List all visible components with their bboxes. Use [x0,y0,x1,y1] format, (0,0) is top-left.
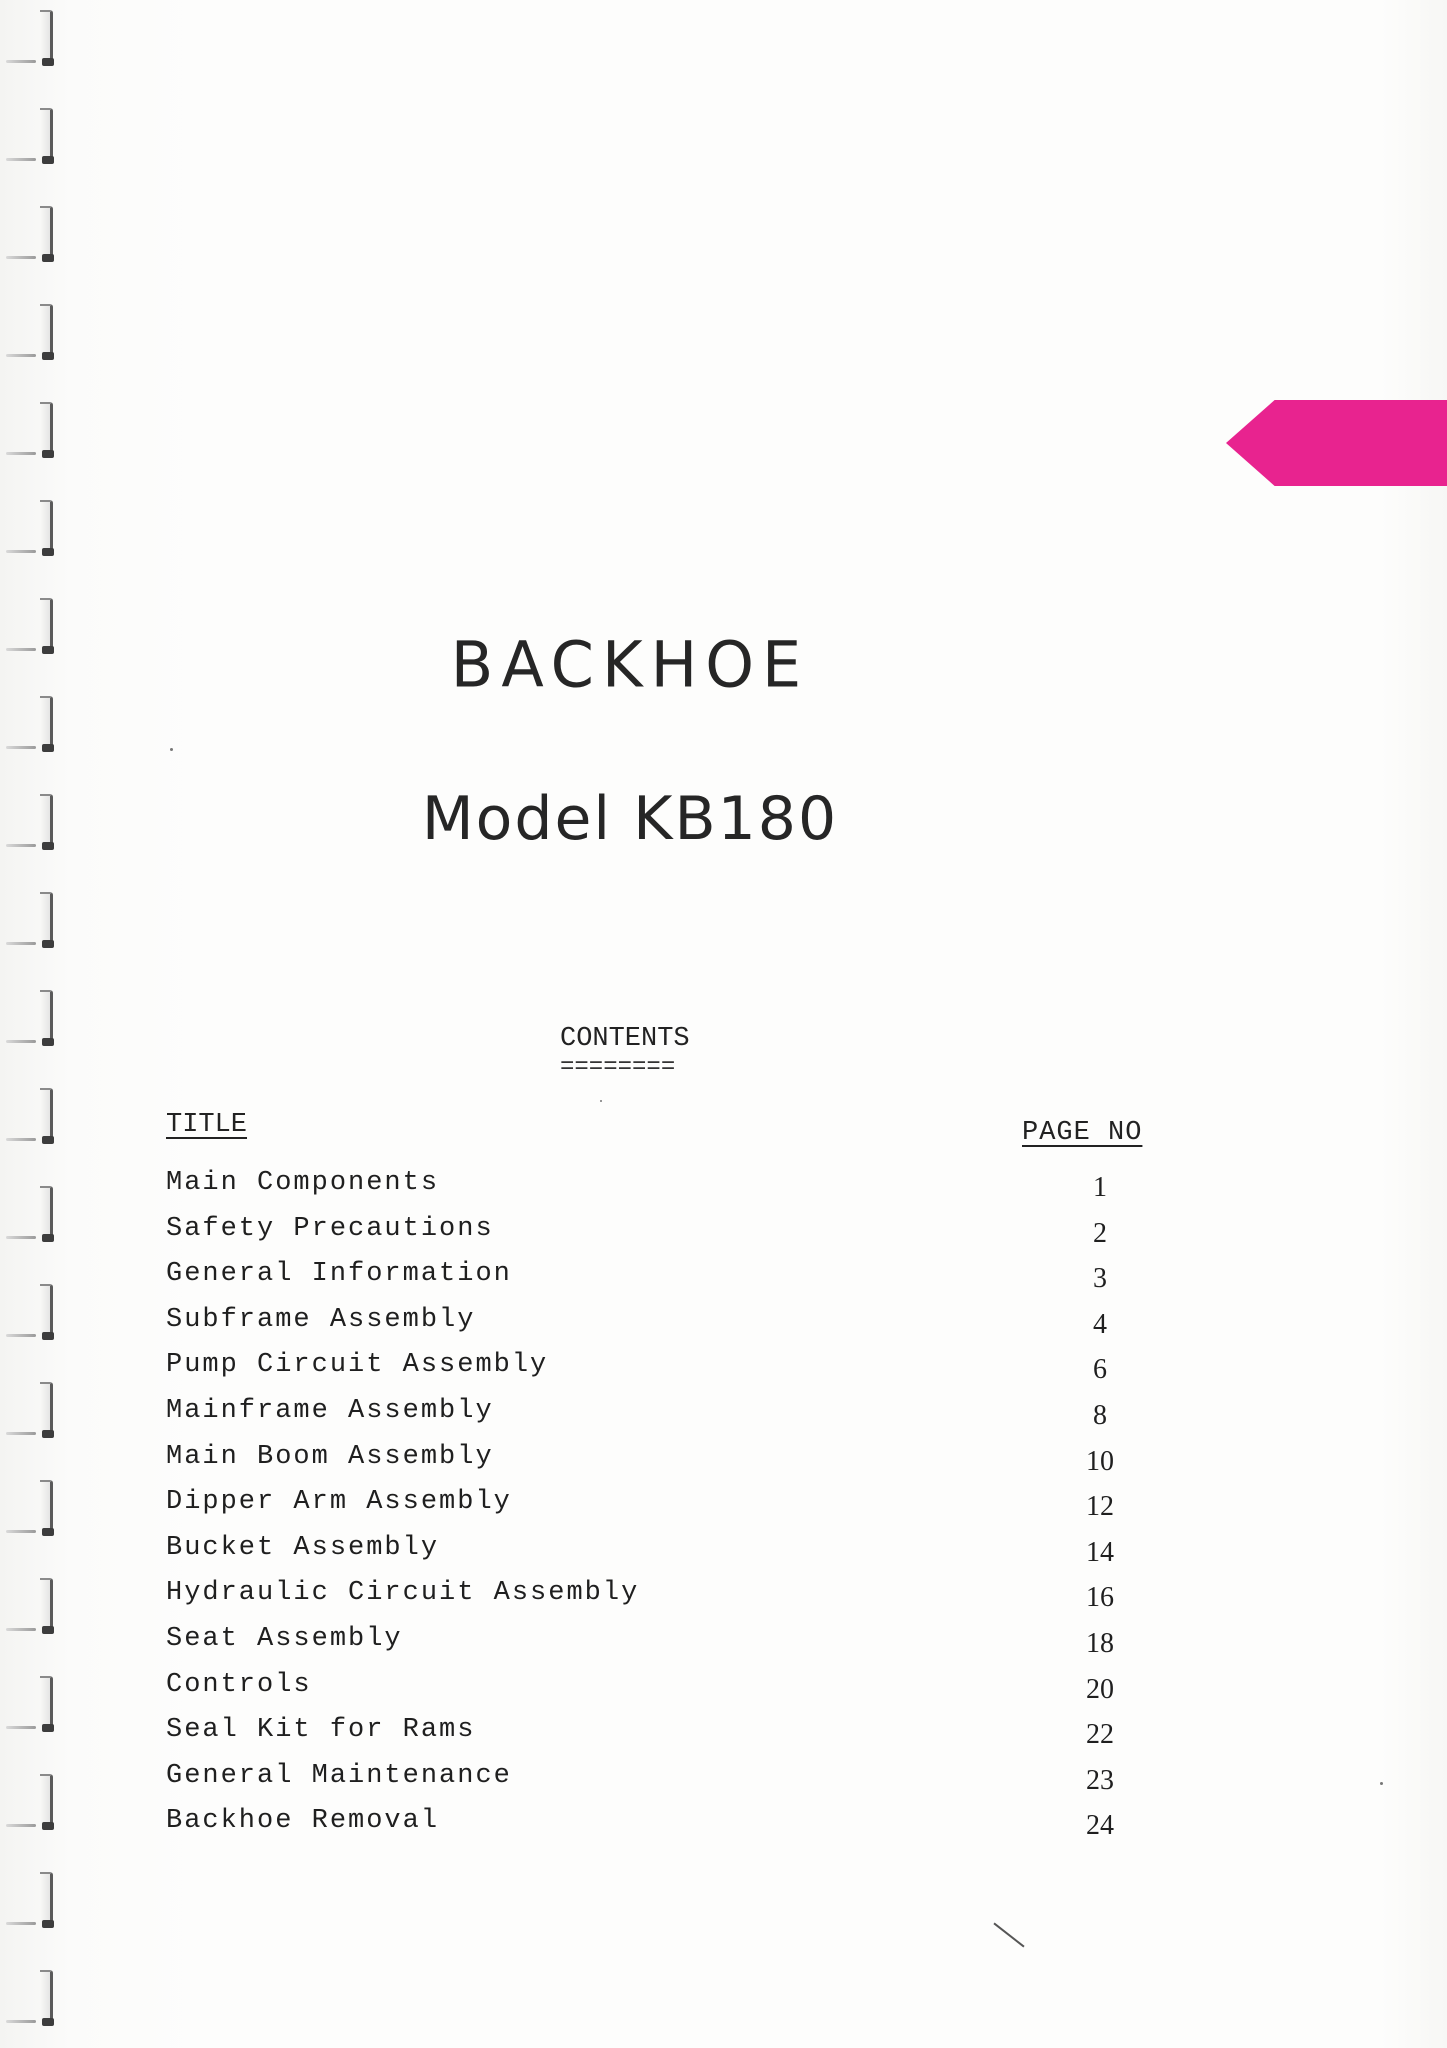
contents-entry-title: Mainframe Assembly [166,1396,494,1426]
contents-entry-title: Main Components [166,1168,440,1198]
contents-entry-page: 10 [1086,1445,1114,1477]
contents-row [0,1670,1447,1710]
contents-entry-title: Seat Assembly [166,1624,403,1654]
contents-entry-page: 18 [1086,1628,1114,1659]
contents-entry-title: Backhoe Removal [166,1806,440,1837]
binding-ring [6,892,52,948]
binding-ring [6,108,52,164]
contents-row [0,1578,1447,1618]
binding-ring [6,500,52,556]
contents-entry-title: Hydraulic Circuit Assembly [166,1578,640,1609]
contents-row [0,1715,1447,1755]
contents-row [0,1350,1447,1390]
contents-entry-page: 1 [1093,1172,1107,1203]
contents-entry-title: General Information [166,1259,512,1290]
binding-ring [6,402,52,458]
contents-entry-page: 20 [1086,1673,1114,1705]
document-title: BACKHOE [450,627,810,702]
contents-row [0,1761,1447,1801]
contents-entry-title: Seal Kit for Rams [166,1715,476,1746]
contents-entry-title: Safety Precautions [166,1213,494,1244]
contents-entry-title: Bucket Assembly [166,1532,440,1563]
contents-entry-title: Main Boom Assembly [166,1441,494,1472]
column-header-page: PAGE NO [1022,1118,1143,1148]
paper-mark [993,1923,1024,1948]
contents-row [0,1624,1447,1664]
contents-entry-page: 12 [1086,1491,1114,1523]
contents-entry-title: General Maintenance [166,1760,512,1791]
contents-entry-page: 8 [1093,1400,1107,1431]
contents-row [0,1396,1447,1436]
contents-row [0,1533,1447,1573]
contents-entry-title: Controls [166,1669,312,1700]
binding-ring [6,10,52,66]
contents-heading: CONTENTS [560,1024,690,1054]
paper-speck [170,748,173,751]
contents-row [0,1487,1447,1527]
paper-speck [600,1100,602,1102]
contents-entry-page: 6 [1093,1354,1107,1386]
contents-entry-page: 16 [1086,1582,1114,1614]
binding-ring [6,1872,52,1928]
contents-entry-page: 4 [1093,1308,1107,1340]
binding-ring [6,206,52,262]
contents-row [0,1806,1447,1846]
contents-entry-title: Subframe Assembly [166,1304,476,1335]
contents-entry-page: 3 [1093,1263,1107,1295]
model-name: Model KB180 [421,784,839,854]
contents-entry-title: Pump Circuit Assembly [166,1350,549,1381]
contents-entry-page: 24 [1086,1810,1114,1842]
binding-ring [6,1970,52,2026]
paper-speck [1380,1782,1383,1785]
contents-row [0,1305,1447,1345]
contents-entry-title: Dipper Arm Assembly [166,1487,512,1518]
binding-ring [6,304,52,360]
contents-underline: ======== [560,1054,676,1081]
column-header-title: TITLE [166,1110,248,1140]
index-tab [1226,400,1447,486]
binding-ring [6,990,52,1046]
contents-entry-page: 22 [1086,1719,1114,1751]
binding-ring [6,1088,52,1144]
contents-entry-page: 23 [1086,1764,1114,1796]
binding-ring [6,696,52,752]
contents-row [0,1214,1447,1254]
contents-entry-page: 14 [1086,1536,1114,1568]
contents-row [0,1259,1447,1299]
contents-entry-page: 2 [1093,1217,1107,1249]
contents-row [0,1442,1447,1482]
contents-row [0,1168,1447,1208]
